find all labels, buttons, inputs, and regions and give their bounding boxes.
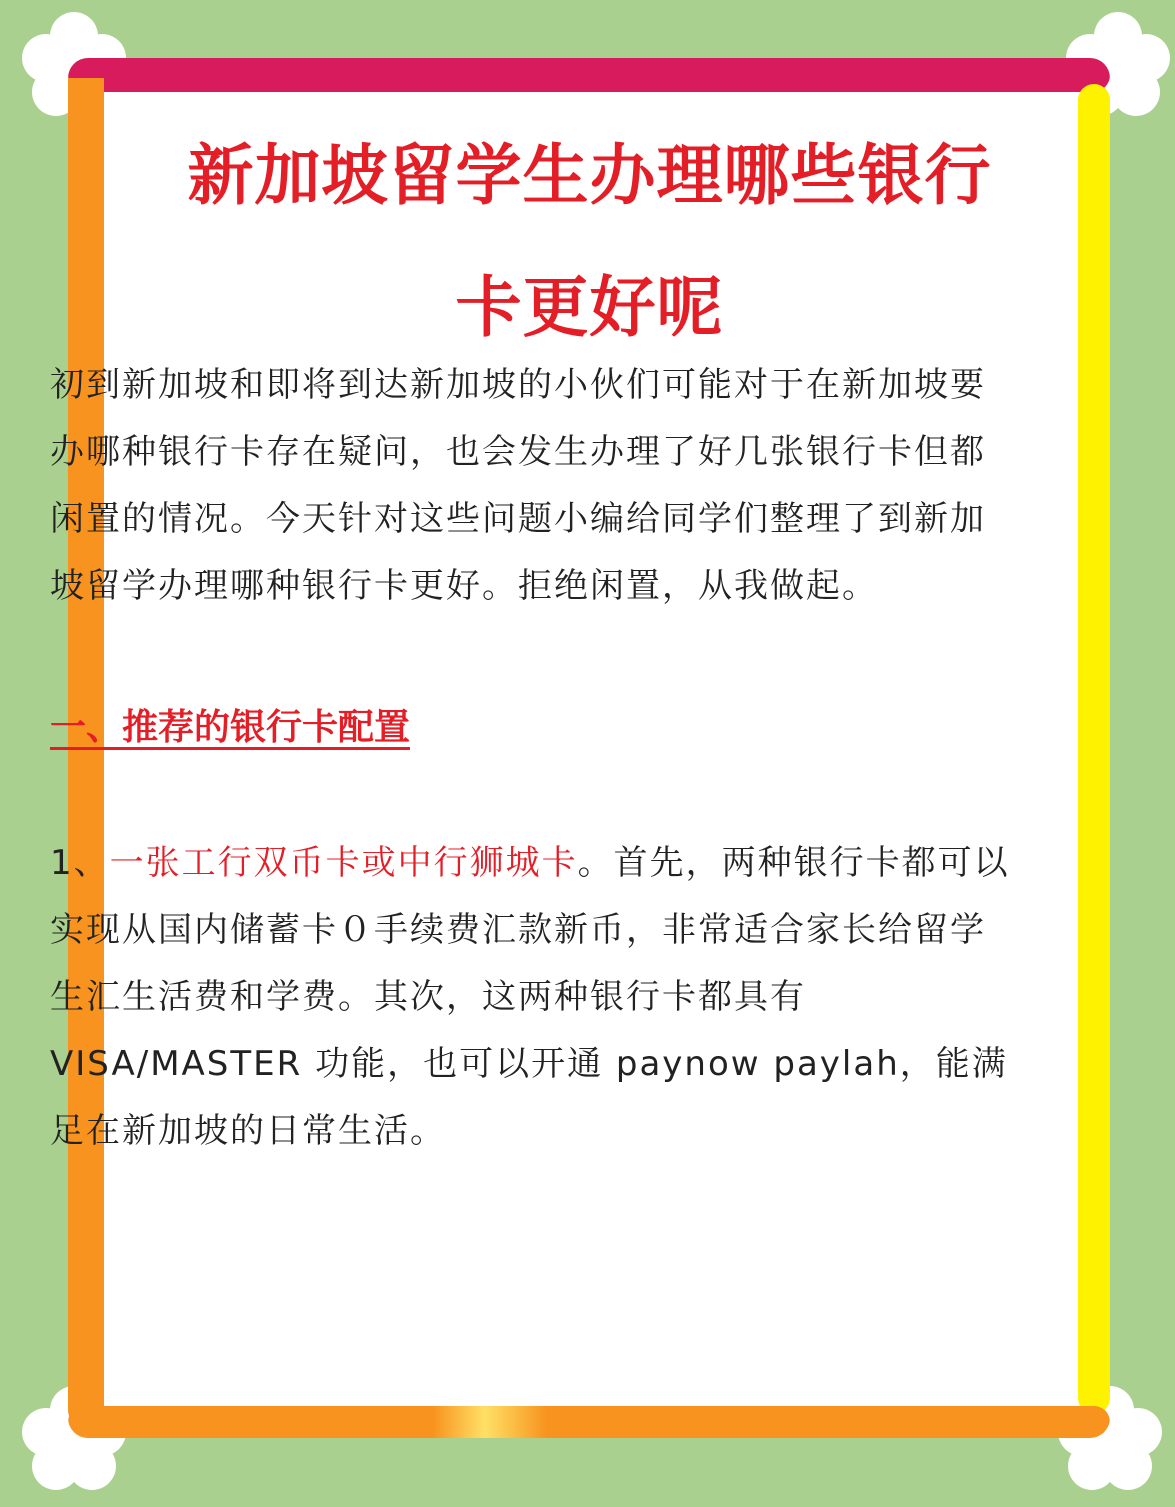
item-1-number: 1、 <box>50 843 110 883</box>
title-line-1: 新加坡留学生办理哪些银行 <box>187 137 992 214</box>
item-1-highlight: 一张工行双币卡或中行狮城卡 <box>109 843 578 883</box>
item-1-paragraph <box>50 830 1010 1165</box>
article-body <box>50 352 1010 1165</box>
item-1-text: 。首先，两种银行卡都可以实现从国内储蓄卡０手续费汇款新币，非常适合家长给留学生汇生活费和学费。其次，这两种银行卡都具有 VISA/MASTER 功能，也可以开通 paynow paylah，能满足在新加坡的日常生活。 <box>50 843 1010 1151</box>
intro-paragraph: 初到新加坡和即将到达新加坡的小伙们可能对于在新加坡要办哪种银行卡存在疑问，也会发生办理了好几张银行卡但都闲置的情况。今天针对这些问题小编给同学们整理了到新加坡留学办理哪种银行卡更好。拒绝闲置，从我做起。 <box>50 365 986 606</box>
page-title <box>36 110 1143 374</box>
section-heading: 一、推荐的银行卡配置 <box>50 707 411 748</box>
top-border-bar <box>68 58 1110 92</box>
title-line-2: 卡更好呢 <box>455 269 724 346</box>
bottom-border-bar <box>68 1406 1110 1438</box>
